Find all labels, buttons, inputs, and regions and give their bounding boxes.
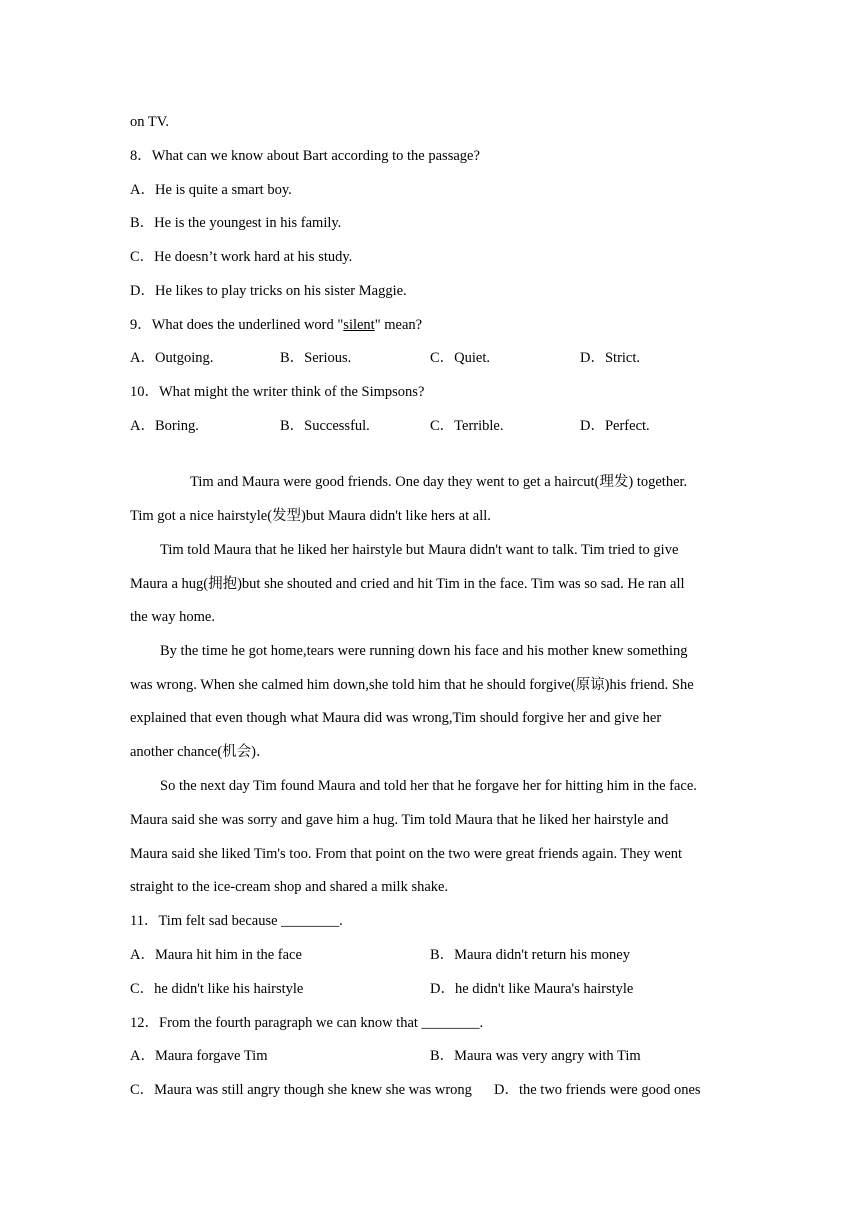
- question-11-option-d: D．he didn't like Maura's hairstyle: [430, 981, 634, 997]
- passage-paragraph-3-line-1: By the time he got home,tears were running down his face and his mother knew something: [160, 643, 688, 659]
- question-8-option-b: B．He is the youngest in his family.: [130, 215, 342, 231]
- passage-paragraph-3-line-4: another chance(机会)．: [130, 744, 271, 760]
- passage-paragraph-4-line-2: Maura said she was sorry and gave him a hug. Tim told Maura that he liked her hairstyle and: [130, 812, 669, 828]
- passage-paragraph-1-line-1: Tim and Maura were good friends. One day they went to get a haircut(理发) together.: [190, 474, 688, 490]
- question-12-option-a: A．Maura forgave Tim: [130, 1048, 268, 1064]
- question-9-stem-end: " mean?: [374, 317, 423, 333]
- question-9-option-d: D．Strict.: [580, 350, 641, 366]
- passage-fragment: on TV.: [130, 114, 169, 130]
- question-8-option-c: C．He doesn’t work hard at his study.: [130, 249, 353, 265]
- question-12-option-c: C．Maura was still angry though she knew she was wrong: [130, 1082, 472, 1098]
- passage-paragraph-3-line-3: explained that even though what Maura did was wrong,Tim should forgive her and give her: [130, 710, 662, 726]
- passage-paragraph-2-line-2: Maura a hug(拥抱)but she shouted and cried and hit Tim in the face. Tim was so sad. He ran all: [130, 576, 685, 592]
- question-9-option-b: B．Serious.: [280, 350, 352, 366]
- question-12-option-d: D．the two friends were good ones: [494, 1082, 701, 1098]
- question-11-option-a: A．Maura hit him in the face: [130, 947, 302, 963]
- question-8-option-a: A．He is quite a smart boy.: [130, 182, 292, 198]
- passage-paragraph-2-line-3: the way home.: [130, 609, 215, 625]
- passage-paragraph-3-line-2: was wrong. When she calmed him down,she told him that he should forgive(原谅)his friend. She: [130, 677, 694, 693]
- question-10-stem: 10．What might the writer think of the Simpsons?: [130, 384, 425, 400]
- underlined-word: silent: [343, 317, 375, 333]
- question-8-option-d: D．He likes to play tricks on his sister Maggie.: [130, 283, 407, 299]
- question-12-stem: 12．From the fourth paragraph we can know that ________.: [130, 1015, 484, 1031]
- passage-paragraph-4-line-4: straight to the ice-cream shop and shared a milk shake.: [130, 879, 449, 895]
- question-9-option-a: A．Outgoing.: [130, 350, 214, 366]
- question-9-option-c: C．Quiet.: [430, 350, 491, 366]
- question-8-stem: 8．What can we know about Bart according to the passage?: [130, 148, 480, 164]
- question-10-option-b: B．Successful.: [280, 418, 370, 434]
- question-10-option-c: C．Terrible.: [430, 418, 504, 434]
- question-9-stem: [130, 316, 422, 334]
- passage-paragraph-4-line-3: Maura said she liked Tim's too. From that point on the two were great friends again. They went: [130, 846, 683, 862]
- passage-paragraph-1-line-2: Tim got a nice hairstyle(发型)but Maura didn't like hers at all.: [130, 508, 491, 524]
- question-11-stem: 11．Tim felt sad because ________.: [130, 913, 343, 929]
- passage-paragraph-4-line-1: So the next day Tim found Maura and told her that he forgave her for hitting him in the face.: [160, 778, 697, 794]
- passage-paragraph-2-line-1: Tim told Maura that he liked her hairstyle but Maura didn't want to talk. Tim tried to give: [160, 542, 679, 558]
- question-10-option-d: D．Perfect.: [580, 418, 650, 434]
- question-10-option-a: A．Boring.: [130, 418, 199, 434]
- question-11-option-c: C．he didn't like his hairstyle: [130, 981, 304, 997]
- question-9-stem-start: 9．What does the underlined word ": [130, 317, 344, 333]
- question-11-option-b: B．Maura didn't return his money: [430, 947, 630, 963]
- question-12-option-b: B．Maura was very angry with Tim: [430, 1048, 641, 1064]
